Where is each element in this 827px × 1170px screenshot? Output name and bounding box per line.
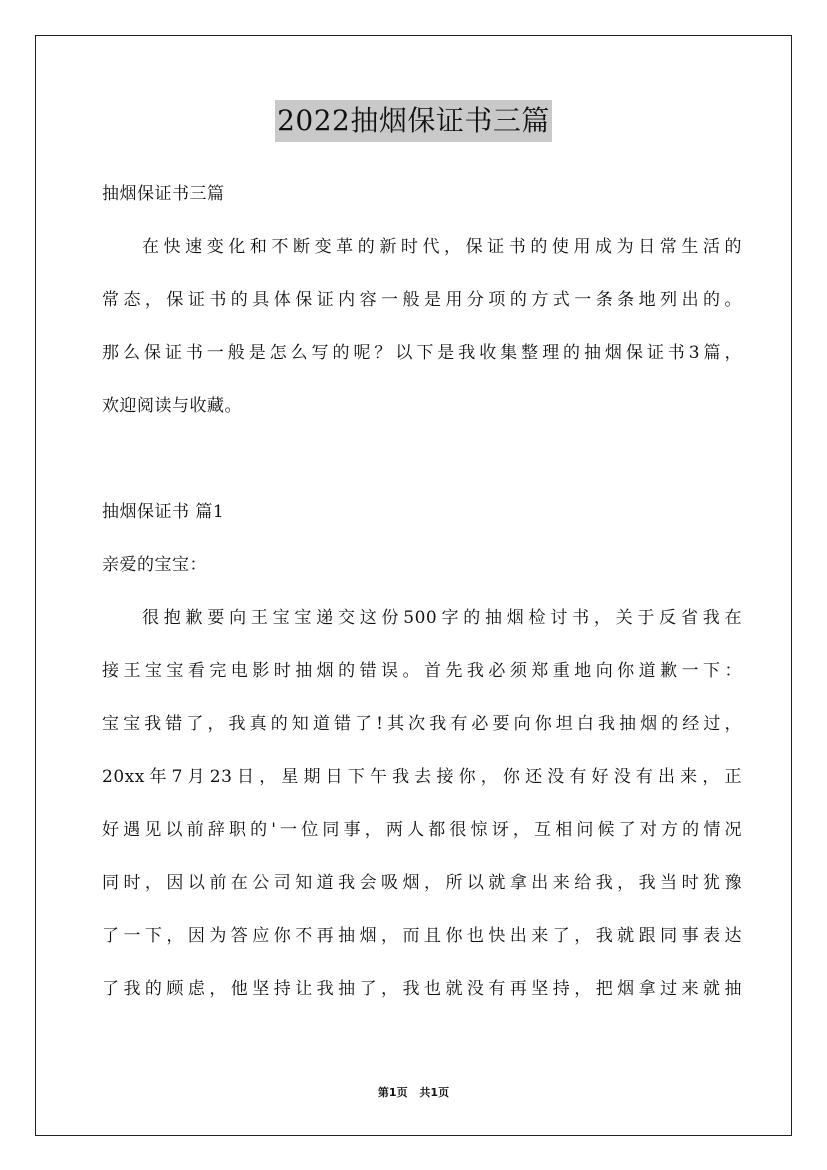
document-title: 2022抽烟保证书三篇 — [275, 100, 552, 142]
intro-line: 常态，保证书的具体保证内容一般是用分项的方式一条条地列出的。 — [102, 290, 742, 310]
intro-line: 那么保证书一般是怎么写的呢？以下是我收集整理的抽烟保证书3篇， — [102, 343, 742, 363]
total-pages: 共1页 — [419, 1086, 450, 1099]
spacer — [102, 439, 742, 492]
body-line: 了我的顾虑，他坚持让我抽了，我也就没有再坚持，把烟拿过来就抽 — [102, 979, 742, 999]
body-line: 宝宝我错了，我真的知道错了!其次我有必要向你坦白我抽烟的经过， — [102, 714, 742, 734]
subtitle: 抽烟保证书三篇 — [102, 184, 225, 204]
body-line: 接王宝宝看完电影时抽烟的错误。首先我必须郑重地向你道歉一下： — [102, 661, 742, 681]
intro-line: 在快速变化和不断变革的新时代，保证书的使用成为日常生活的 — [142, 237, 742, 257]
body-line: 很抱歉要向王宝宝递交这份500字的抽烟检讨书，关于反省我在 — [142, 608, 742, 628]
section-heading: 抽烟保证书 篇1 — [102, 502, 225, 522]
body-line: 20xx年7月23日，星期日下午我去接你，你还没有好没有出来，正 — [102, 767, 742, 787]
body-line: 了一下，因为答应你不再抽烟，而且你也快出来了，我就跟同事表达 — [102, 926, 742, 946]
page-footer — [0, 1084, 827, 1100]
body-line: 同时，因以前在公司知道我会吸烟，所以就拿出来给我，我当时犹豫 — [102, 873, 742, 893]
page-number: 第1页 — [377, 1086, 408, 1099]
salutation: 亲爱的宝宝： — [102, 555, 207, 575]
title-container — [0, 100, 827, 142]
document-body — [102, 174, 742, 1022]
intro-line: 欢迎阅读与收藏。 — [102, 396, 242, 416]
body-line: 好遇见以前辞职的'一位同事，两人都很惊讶，互相问候了对方的情况 — [102, 820, 742, 840]
